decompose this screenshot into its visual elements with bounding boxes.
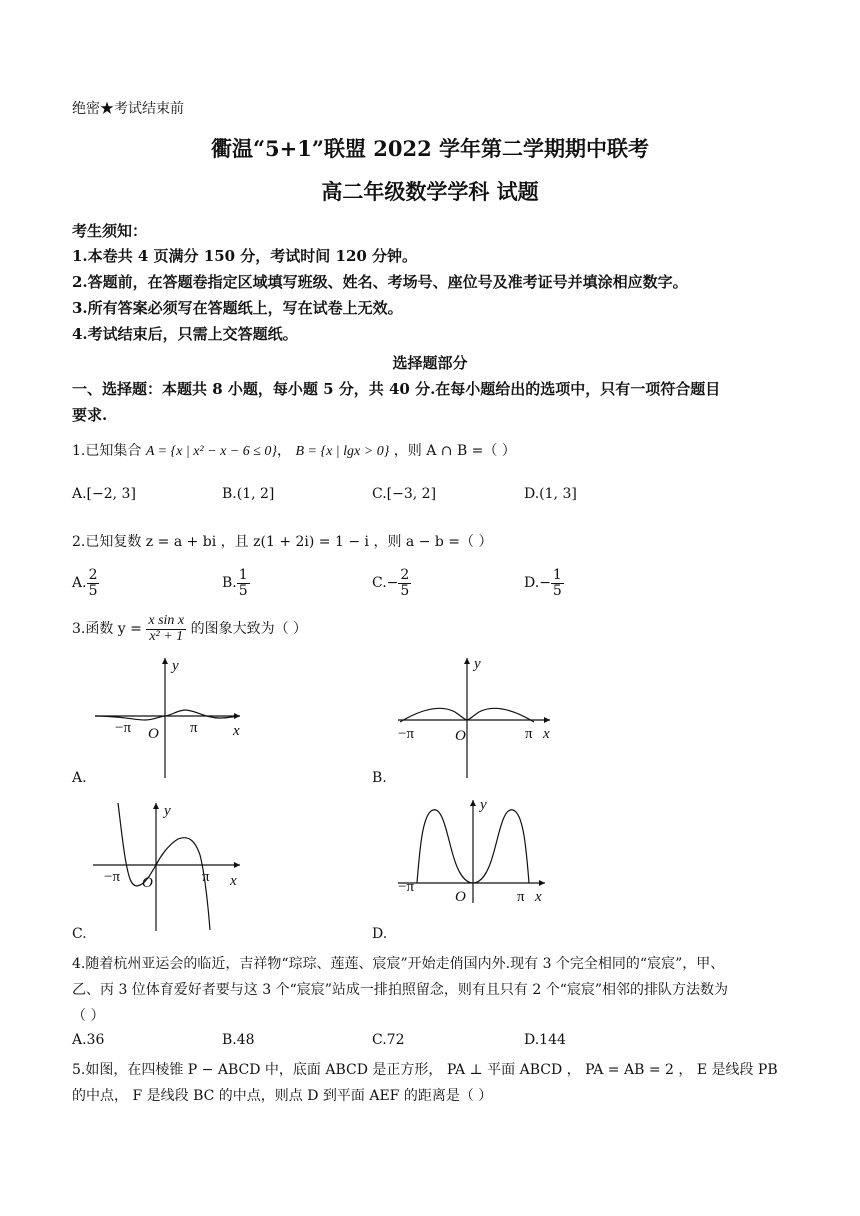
q1-sep: ，: [277, 443, 292, 459]
q3-denominator: x² + 1: [149, 628, 184, 644]
q4-option-c: C.72: [372, 1032, 405, 1048]
notice-item-4: 4.考试结束后，只需上交答题纸。: [72, 325, 298, 343]
q3-option-b: B.: [372, 770, 387, 786]
question-4-line3: （ ）: [72, 1008, 105, 1024]
notice-heading: 考生须知：: [72, 222, 148, 240]
q3-option-c: C.: [72, 926, 87, 942]
graph-b-negpi-label: −π: [398, 726, 415, 742]
q1-set-a: A = {x | x² − x − 6 ≤ 0}: [145, 444, 278, 459]
q3-prefix: 3.函数 y =: [72, 621, 142, 638]
q1-prefix: 1.已知集合: [72, 443, 142, 459]
question-4-line2: 乙、丙 3 位体育爱好者要与这 3 个“宸宸”站成一排拍照留念，则有且只有 2 个“宸宸”相邻的排队方法数为: [72, 982, 729, 998]
q1-option-d: D.(1, 3]: [524, 486, 577, 502]
graph-b: [395, 650, 565, 780]
q1-option-a: A.[−2, 3]: [72, 486, 136, 502]
notice-item-2: 2.答题前，在答题卷指定区域填写班级、姓名、考场号、座位号及准考证号并填涂相应数字。: [72, 273, 688, 291]
q1-set-b: B = {x | lgx > 0}: [295, 444, 390, 459]
question-4-line1: 4.随着杭州亚运会的临近，吉祥物“琮琮、莲莲、宸宸”开始走俏国内外.现有 3 个完全相同的“宸宸”，甲、: [72, 956, 725, 972]
q4-option-b: B.48: [222, 1032, 255, 1048]
graph-c-x-label: x: [230, 873, 237, 889]
graph-d-origin-label: O: [455, 889, 466, 905]
notice-item-3: 3.所有答案必须写在答题纸上，写在试卷上无效。: [72, 299, 403, 317]
q1-suffix: ，则 A ∩ B =（ ）: [393, 443, 516, 459]
question-2: 2.已知复数 z = a + bi ，且 z(1 + 2i) = 1 − i ，则 a − b =（ ）: [72, 534, 493, 550]
graph-a-x-label: x: [233, 723, 240, 739]
q3-numerator: x sin x: [148, 613, 185, 628]
question-1: [72, 440, 516, 460]
graph-b-origin-label: O: [455, 728, 466, 744]
graph-d-negpi-label: −π: [398, 879, 415, 895]
graph-d-y-label: y: [480, 797, 487, 813]
q4-option-d: D.144: [524, 1032, 566, 1048]
graph-c: [90, 795, 260, 935]
graph-c-pi-label: π: [202, 869, 210, 885]
graph-a: [90, 650, 260, 780]
q2-option-a: A. $\frac{2}{5}$: [72, 567, 98, 599]
q3-option-d: D.: [372, 926, 388, 942]
graph-a-pi-label: π: [190, 720, 198, 736]
q1-option-c: C.[−3, 2]: [372, 486, 437, 502]
graph-d-pi-label: π: [517, 889, 525, 905]
q2-option-d: D.− $\frac{1}{5}$: [524, 567, 562, 599]
graph-b-y-label: y: [474, 656, 481, 672]
graph-a-origin-label: O: [148, 726, 159, 742]
secret-label: 绝密★考试结束前: [72, 101, 184, 117]
q2-option-b: B. $\frac{1}{5}$: [222, 567, 248, 599]
exam-title: 衢温“5+1”联盟 2022 学年第二学期期中联考: [210, 136, 650, 161]
exam-subtitle: 高二年级数学学科 试题: [321, 179, 539, 204]
part1-instruction-line2: 要求.: [72, 406, 108, 424]
graph-d-x-label: x: [535, 889, 542, 905]
q3-suffix: 的图象大致为（ ）: [190, 621, 308, 638]
graph-b-pi-label: π: [525, 726, 533, 742]
q3-option-a: A.: [72, 770, 87, 786]
q1-option-b: B.(1, 2]: [222, 486, 275, 502]
graph-d: [395, 795, 565, 935]
question-5-line1: 5.如图，在四棱锥 P − ABCD 中，底面 ABCD 是正方形， PA ⊥ 平面 ABCD ， PA = AB = 2 ， E 是线段 PB: [72, 1062, 778, 1078]
graph-a-negpi-label: −π: [115, 720, 132, 736]
graph-a-y-label: y: [172, 658, 179, 674]
graph-c-origin-label: O: [142, 875, 153, 891]
part1-instruction-line1: 一、选择题：本题共 8 小题，每小题 5 分，共 40 分.在每小题给出的选项中，只有一项符合题目: [72, 380, 721, 398]
question-5-line2: 的中点， F 是线段 BC 的中点，则点 D 到平面 AEF 的距离是（ ）: [72, 1088, 493, 1104]
q4-option-a: A.36: [72, 1032, 105, 1048]
section-title: 选择题部分: [392, 354, 468, 372]
graph-c-y-label: y: [164, 803, 171, 819]
graph-b-x-label: x: [543, 726, 550, 742]
question-3: [72, 614, 307, 644]
q2-option-c: C.− $\frac{2}{5}$: [372, 567, 410, 599]
graph-c-negpi-label: −π: [104, 869, 121, 885]
notice-item-1: 1.本卷共 4 页满分 150 分，考试时间 120 分钟。: [72, 247, 418, 265]
